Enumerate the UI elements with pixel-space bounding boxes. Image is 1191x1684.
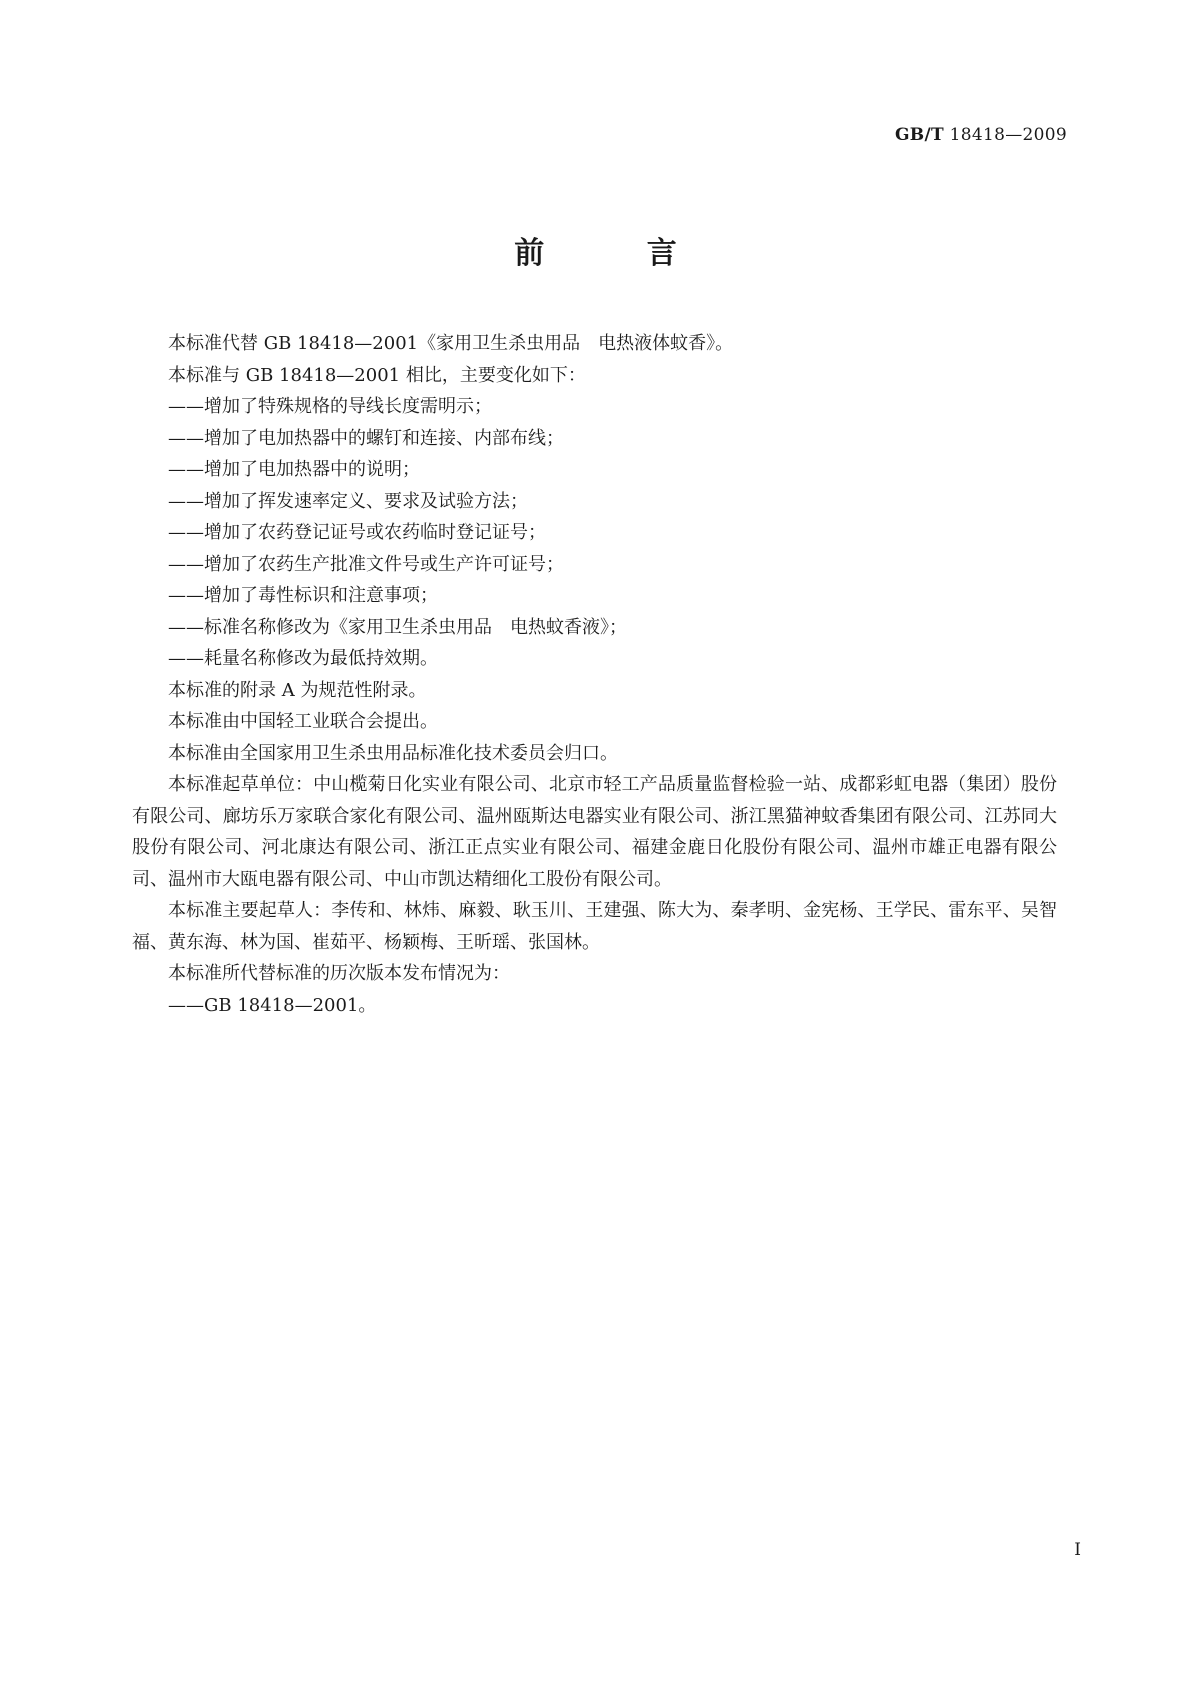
list-item: ——GB 18418—2001。 — [168, 994, 377, 1016]
list-item: ——增加了毒性标识和注意事项； — [168, 585, 438, 606]
list-item: ——标准名称修改为《家用卫生杀虫用品 电热蚊香液》； — [168, 616, 627, 638]
drafting-units-paragraph: 本标准起草单位：中山榄菊日化实业有限公司、北京市轻工产品质量监督检验一站、成都彩虹电器（集团）股份有限公司、廊坊乐万家联合家化有限公司、温州瓯斯达电器实业有限公司、浙江黑猫神蚊香集团有限公司、江苏同大股份有限公司、河北康达有限公司、浙江正点实业有限公司、福建金鹿日化股份有限公司、温州市雄正电器有限公司、温州市大瓯电器有限公司、中山市凯达精细化工股份有限公司。 — [132, 774, 1057, 890]
paragraph: 本标准由中国轻工业联合会提出。 — [168, 711, 438, 732]
list-item: ——耗量名称修改为最低持效期。 — [168, 648, 438, 669]
list-item: ——增加了特殊规格的导线长度需明示； — [168, 396, 492, 417]
paragraph: 本标准与 GB 18418—2001 相比，主要变化如下： — [168, 364, 586, 386]
list-item: ——增加了农药生产批准文件号或生产许可证号； — [168, 553, 564, 575]
list-item: ——增加了挥发速率定义、要求及试验方法； — [168, 490, 528, 512]
list-item: ——增加了农药登记证号或农药临时登记证号； — [168, 522, 546, 543]
foreword-body — [132, 328, 1057, 1021]
page-number: I — [1074, 1540, 1081, 1560]
paragraph: 本标准由全国家用卫生杀虫用品标准化技术委员会归口。 — [168, 742, 618, 764]
section-title: 前 言 — [514, 236, 723, 271]
standard-prefix: GB/T — [894, 125, 944, 145]
paragraph: 本标准代替 GB 18418—2001《家用卫生杀虫用品 电热液体蚊香》。 — [168, 333, 734, 354]
paragraph: 本标准的附录 A 为规范性附录。 — [168, 679, 427, 701]
standard-code — [895, 125, 1067, 145]
list-item: ——增加了电加热器中的说明； — [168, 459, 420, 480]
list-item: ——增加了电加热器中的螺钉和连接、内部布线； — [168, 427, 564, 449]
drafters-paragraph: 本标准主要起草人：李传和、林炜、麻毅、耿玉川、王建强、陈大为、秦孝明、金宪杨、王学民、雷东平、吴智福、黄东海、林为国、崔茹平、杨颖梅、王昕瑶、张国林。 — [132, 900, 1057, 953]
standard-number: 18418—2009 — [949, 125, 1067, 145]
paragraph: 本标准所代替标准的历次版本发布情况为： — [168, 963, 510, 984]
